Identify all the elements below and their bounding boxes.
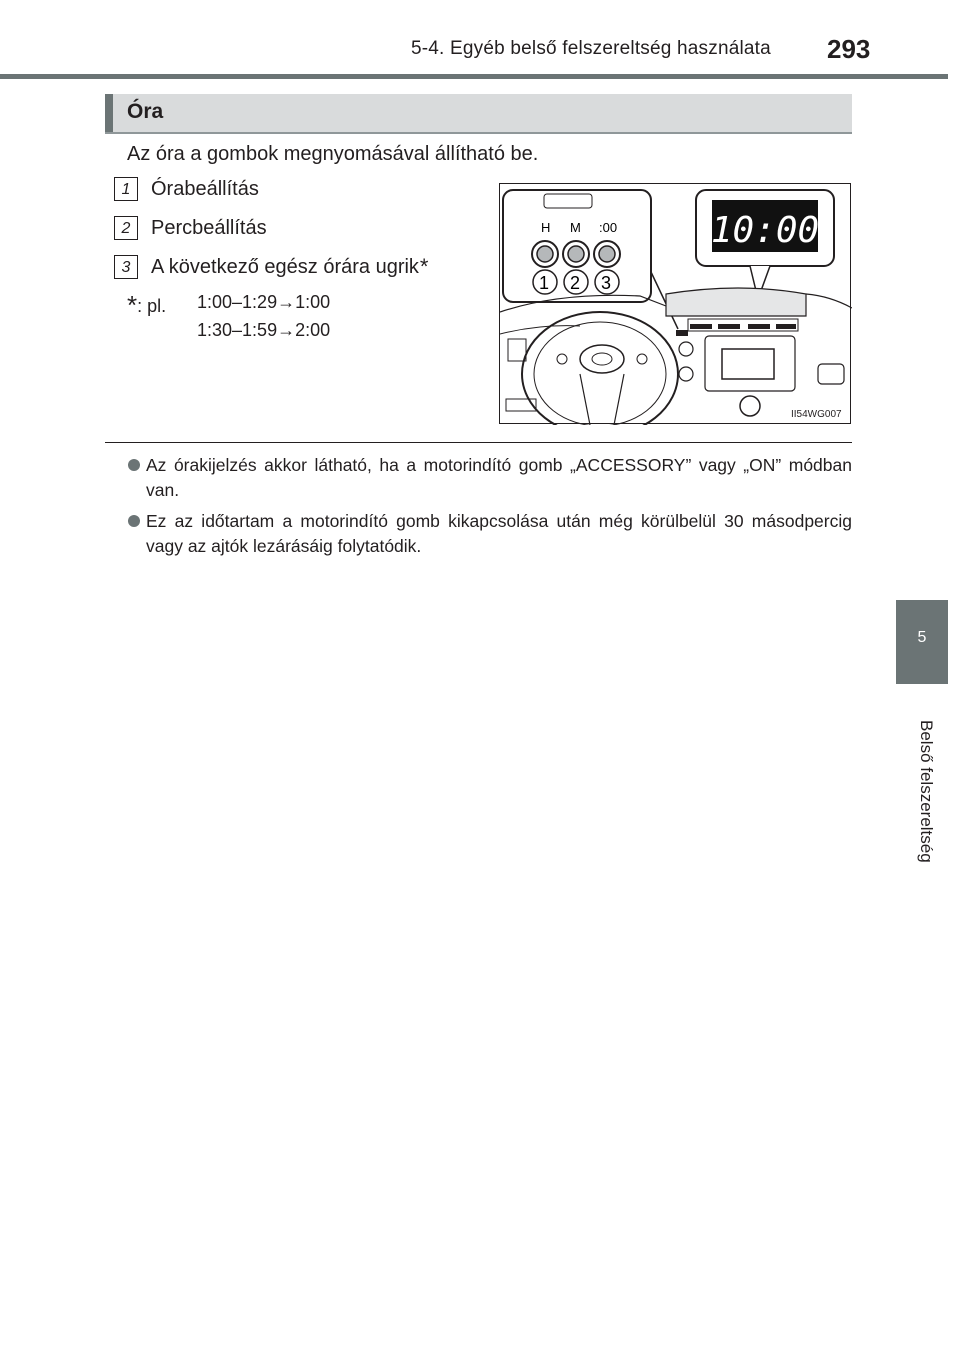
step-2 (114, 216, 267, 240)
footnote (127, 290, 166, 321)
header-title: 5-4. Egyéb belső felszereltség használata (411, 38, 771, 59)
page-number: 293 (827, 34, 871, 64)
footnote-star: * (127, 290, 138, 320)
footnote-example-1: 1:00–1:29→1:00 (197, 292, 331, 312)
section-accent (105, 94, 113, 132)
note-2 (128, 509, 852, 559)
intro-text: Az óra a gombok megnyomásával állítható be. (127, 143, 539, 165)
minute-button (563, 241, 589, 267)
round-hour-button (594, 241, 620, 267)
step-label: Percbeállítás (151, 216, 267, 239)
section-title: Óra (127, 100, 164, 123)
clock-display-time: 10:00 (710, 210, 820, 251)
note-text: Ez az időtartam a motorindító gomb kikapcsolása után még körülbelül 30 másodpercig vagy az ajtók lezárásáig folytatódik. (146, 511, 852, 556)
button-label-m: M (570, 220, 581, 235)
callout-2: 2 (570, 273, 581, 293)
step-1 (114, 177, 259, 201)
bullet-icon (128, 459, 140, 471)
step-3 (114, 254, 428, 280)
header-rule (0, 74, 948, 79)
step-label: Órabeállítás (151, 177, 259, 200)
chapter-tab[interactable] (896, 600, 948, 684)
chapter-label: Belső felszereltség (917, 720, 936, 863)
footnote-marker: * (419, 254, 429, 279)
note-text: Az órakijelzés akkor látható, ha a motorindító gomb „ACCESSORY” vagy „ON” módban van. (146, 455, 852, 500)
figure-code: II54WG007 (791, 409, 842, 420)
section-divider (105, 442, 852, 443)
step-number-badge: 1 (114, 177, 138, 201)
footnote-prefix: : pl. (137, 296, 167, 316)
note-1 (128, 453, 852, 503)
callout-1: 1 (539, 273, 550, 293)
step-label: A következő egész órára ugrik (151, 255, 419, 278)
button-label-h: H (541, 220, 551, 235)
step-number-badge: 3 (114, 255, 138, 279)
callout-3: 3 (601, 273, 612, 293)
clock-illustration (499, 183, 851, 424)
dashboard-drawing (500, 184, 852, 425)
hour-button (532, 241, 558, 267)
step-number-badge: 2 (114, 216, 138, 240)
footnote-example-2: 1:30–1:59→2:00 (197, 320, 331, 340)
section-heading-bar (105, 94, 852, 134)
button-label-00: :00 (599, 220, 618, 235)
chapter-number: 5 (917, 629, 927, 646)
bullet-icon (128, 515, 140, 527)
